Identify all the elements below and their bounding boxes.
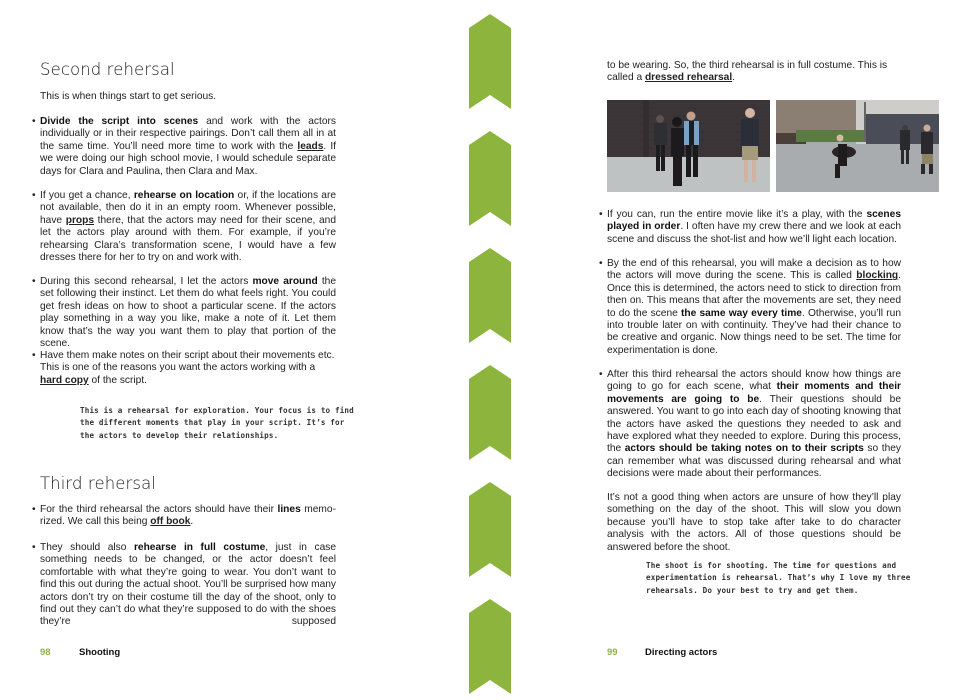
bullet-icon: •	[599, 369, 603, 380]
text-span: . Once this is determined, the actors need to stick to direction from then on. This means that after the movements are set, they need to do the scene	[607, 270, 901, 319]
list-item	[32, 350, 336, 388]
bullet-icon: •	[32, 276, 36, 287]
bold-phrase: their moments and their movements are going to be	[607, 381, 901, 405]
text-span: . I often have my crew there and we look at each scene and discuss the shot-list and how we’ll light each location.	[607, 221, 901, 245]
bullet-icon: •	[32, 542, 36, 553]
list-item-text	[607, 258, 901, 357]
text-span: of the script.	[88, 374, 148, 386]
rehearsal-photo-action	[776, 100, 939, 192]
text-span: They should also	[40, 542, 134, 553]
continuation-paragraph	[607, 60, 901, 85]
text-span: . If we were doing our high school movie, I would schedule separate days for Clara and Paulina, then Clara and Max.	[40, 140, 337, 177]
quote-line: The shoot is for shooting. The time for questions and	[646, 561, 897, 570]
text-span: so they can remember what was discussed during rehearsal and what decisions were made about their performances.	[607, 443, 901, 480]
heading-third-rehearsal: Third rehersal	[40, 474, 156, 493]
heading-second-rehearsal: Second rehersal	[40, 60, 175, 79]
text-span: the set following their instinct. Let them do what feels right. You could get fresh ideas on how to shoot a particular scene. If the actors play something in a way you like, make a note of it. Let them know that’s the way you want them to play that portion of the scene.	[40, 276, 337, 350]
underlined-term: hard copy	[40, 374, 89, 386]
chevron-shape	[469, 131, 511, 226]
text-span: there, that the actors may need for their scene, and let the actors play around with them. For example, if you’re rehearsing Clara’s transformation scene, I would have a few dresses there for her to try on and work with.	[40, 214, 336, 264]
left-page	[0, 0, 460, 700]
text-span: memorized. We call this being	[40, 504, 336, 528]
list-item	[599, 258, 901, 358]
rehearsal-photo-group	[607, 100, 770, 192]
quote-line: the actors to develop their relationships.	[80, 430, 279, 440]
list-item	[32, 190, 336, 266]
list-item	[32, 116, 336, 178]
pull-quote	[80, 405, 354, 442]
underlined-term: blocking	[856, 270, 899, 282]
underlined-term: off book	[150, 516, 191, 528]
text-span: and work with the actors individually or in their respective pairings. Don’t call them all in at the same time. You’ll need more time to work with the	[40, 116, 336, 152]
text-span: to be wearing. So, the third rehearsal is in full costume. This is called a	[607, 60, 888, 84]
page-number: 98	[40, 647, 51, 658]
bold-phrase: lines	[277, 504, 301, 515]
text-span: .	[190, 516, 194, 528]
bullet-icon: •	[32, 504, 36, 515]
text-span: . Their questions should be answered. You want to go into each day of shooting knowing that the actors have asked the questions they needed to ask and have explored what they needed to explore. During this process, the	[607, 393, 902, 455]
list-item-text	[40, 190, 336, 264]
bold-phrase: Divide the script into scenes	[40, 116, 199, 127]
right-page	[520, 0, 980, 700]
list-item	[599, 209, 901, 247]
text-span: or, if the locations are not available, then do it in an empty room. Whenever possible, have	[40, 190, 336, 226]
bold-phrase: the same way every time	[680, 307, 802, 319]
text-span: For the third rehearsal the actors should have their	[40, 504, 278, 515]
text-span: Have them make notes on their script about their movements etc. This is one of the reasons you want the actors working with a	[40, 350, 335, 374]
list-item-text	[40, 116, 336, 178]
chevron-shape	[469, 482, 511, 577]
text-span: During this second rehearsal, I let the actors	[40, 276, 253, 287]
chevron-shape	[469, 365, 511, 460]
list-item-text	[40, 276, 336, 350]
list-item-text	[40, 504, 336, 529]
bold-phrase: scenes played in order	[607, 209, 901, 233]
text-span: If you get a chance,	[40, 190, 134, 201]
quote-line: experimentation is rehearsal. That’s why I love my three	[646, 573, 911, 583]
pull-quote	[646, 560, 910, 597]
list-item	[599, 369, 901, 481]
list-item-text	[607, 209, 901, 246]
text-span: .	[732, 72, 736, 84]
underlined-term: leads	[297, 140, 324, 152]
bullet-icon: •	[32, 190, 36, 201]
chevron-shape	[469, 14, 511, 109]
quote-line: rehearsals. Do your best to try and get them.	[646, 585, 859, 595]
photo-image	[607, 100, 770, 192]
quote-line: the different moments that play in your script. It’s for	[80, 418, 345, 428]
chevron-shape	[469, 248, 511, 343]
text-span: If you can, run the entire movie like it’s a play, with the	[607, 209, 867, 220]
bold-phrase: actors should be taking notes on to their scripts	[624, 443, 864, 455]
intro-paragraph: This is when things start to get serious.	[40, 91, 217, 102]
quote-line: This is a rehearsal for exploration. Your focus is to find	[80, 406, 354, 415]
bold-phrase: rehearse in full costume	[133, 542, 266, 553]
chevron-divider	[469, 0, 511, 700]
list-item	[32, 276, 337, 350]
bold-phrase: move around	[252, 276, 318, 287]
chevron-shape	[469, 599, 511, 694]
running-footer-section: Shooting	[79, 647, 121, 658]
list-item	[32, 542, 336, 628]
text-span: , just in case something needs to be changed, or the actor doesn’t feel comfortable with what they’re going to wear. You don’t want to find this out during the actual shoot. You’ll be surprised how many actors don’t try on their costume till the day of the shoot, only to find out they can’t do what they’re supposed to do with the shoes they’re supposed	[40, 542, 336, 628]
bullet-icon: •	[32, 350, 36, 361]
list-item-text	[40, 350, 336, 387]
underlined-term: dressed rehearsal	[644, 72, 733, 84]
bullet-icon: •	[32, 116, 36, 127]
list-item-text	[40, 542, 336, 629]
text-span: After this third rehearsal the actors should know how things are going to go for each scene, what	[607, 369, 901, 393]
closing-paragraph: It’s not a good thing when actors are unsure of how they’ll play something on the day of the shoot. This will slow you down because you’ll have to stop take after take to do character analysis with the actors. All of those questions should be answered before the shoot.	[607, 492, 901, 553]
text-span: . Otherwise, you’ll run into trouble later on with continuity. They’ve had their chance to be creative and organic. Now things need to be set. The time for experimentation is done.	[607, 307, 901, 356]
list-item	[32, 504, 336, 530]
running-footer-section: Directing actors	[645, 647, 718, 658]
underlined-term: props	[65, 214, 95, 226]
text-span: By the end of this rehearsal, you will make a decision as to how the actors will move during the scene. This is called	[607, 258, 901, 282]
bullet-icon: •	[599, 209, 603, 220]
bold-phrase: rehearse on location	[133, 190, 235, 201]
list-item-text	[607, 369, 901, 481]
bullet-icon: •	[599, 258, 603, 269]
strip-top-margin	[469, 0, 511, 14]
page-number: 99	[607, 647, 618, 658]
photo-image	[776, 100, 939, 192]
